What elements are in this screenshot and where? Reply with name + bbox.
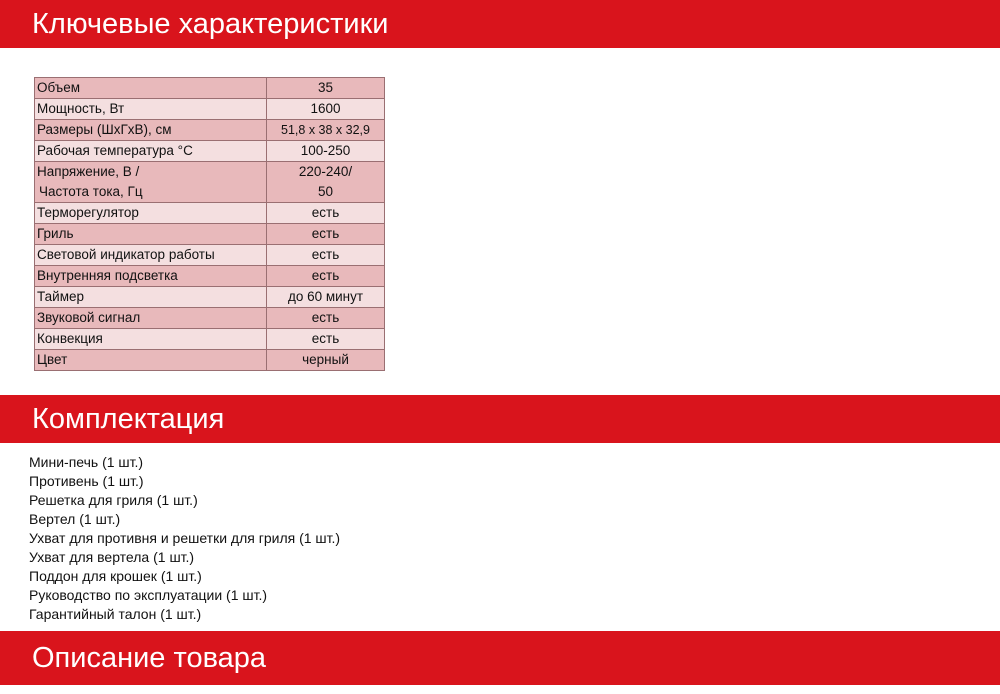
spec-key: Внутренняя подсветка — [35, 266, 267, 287]
list-item: Ухват для вертела (1 шт.) — [29, 549, 195, 565]
list-item: Мини-печь (1 шт.) — [29, 454, 144, 470]
spec-key: Терморегулятор — [35, 203, 267, 224]
table-row — [35, 141, 385, 162]
specs-table — [34, 77, 385, 371]
table-row — [35, 266, 385, 287]
spec-key: Гриль — [35, 224, 267, 245]
spec-value: есть — [267, 245, 385, 266]
spec-key-line: Частота тока, Гц — [39, 184, 143, 199]
list-item: Поддон для крошек (1 шт.) — [29, 568, 202, 584]
spec-key — [35, 162, 267, 203]
section-header-description — [0, 631, 1000, 685]
spec-value-line: 220-240/ — [298, 164, 353, 179]
spec-key: Таймер — [35, 287, 267, 308]
section-header-kit — [0, 395, 1000, 443]
table-row — [35, 203, 385, 224]
spec-key: Световой индикатор работы — [35, 245, 267, 266]
list-item: Вертел (1 шт.) — [29, 511, 121, 527]
section-header-specs — [0, 0, 1000, 48]
spec-value: 100-250 — [267, 141, 385, 162]
spec-key: Объем — [35, 78, 267, 99]
section-title-description: Описание товара — [32, 641, 267, 674]
list-item: Гарантийный талон (1 шт.) — [29, 606, 202, 622]
spec-key: Звуковой сигнал — [35, 308, 267, 329]
table-row — [35, 99, 385, 120]
table-row — [35, 224, 385, 245]
spec-value: 51,8 х 38 х 32,9 — [267, 120, 385, 141]
spec-value: есть — [267, 203, 385, 224]
list-item: Противень (1 шт.) — [29, 473, 144, 489]
spec-value: есть — [267, 308, 385, 329]
spec-key: Размеры (ШхГхВ), см — [35, 120, 267, 141]
spec-value — [267, 162, 385, 203]
bottom-divider — [0, 685, 1000, 694]
spec-value: черный — [267, 350, 385, 371]
spec-key-line: Напряжение, В / — [37, 164, 140, 179]
spec-value: есть — [267, 266, 385, 287]
spec-key: Рабочая температура °С — [35, 141, 267, 162]
section-title-kit: Комплектация — [32, 402, 225, 435]
list-item: Руководство по эксплуатации (1 шт.) — [29, 587, 268, 603]
spec-key: Цвет — [35, 350, 267, 371]
table-row — [35, 308, 385, 329]
section-title-specs: Ключевые характеристики — [32, 7, 389, 40]
spec-value: есть — [267, 329, 385, 350]
table-row — [35, 287, 385, 308]
table-row — [35, 350, 385, 371]
spec-key: Мощность, Вт — [35, 99, 267, 120]
spec-value-line: 50 — [317, 184, 334, 199]
spec-value: 35 — [267, 78, 385, 99]
spec-key: Конвекция — [35, 329, 267, 350]
table-row — [35, 162, 385, 203]
list-item: Решетка для гриля (1 шт.) — [29, 492, 198, 508]
table-row — [35, 329, 385, 350]
table-row — [35, 120, 385, 141]
spec-value: до 60 минут — [267, 287, 385, 308]
kit-list — [29, 453, 340, 624]
table-row — [35, 245, 385, 266]
spec-value: 1600 — [267, 99, 385, 120]
table-row — [35, 78, 385, 99]
list-item: Ухват для противня и решетки для гриля (1 шт.) — [29, 530, 341, 546]
spec-value: есть — [267, 224, 385, 245]
